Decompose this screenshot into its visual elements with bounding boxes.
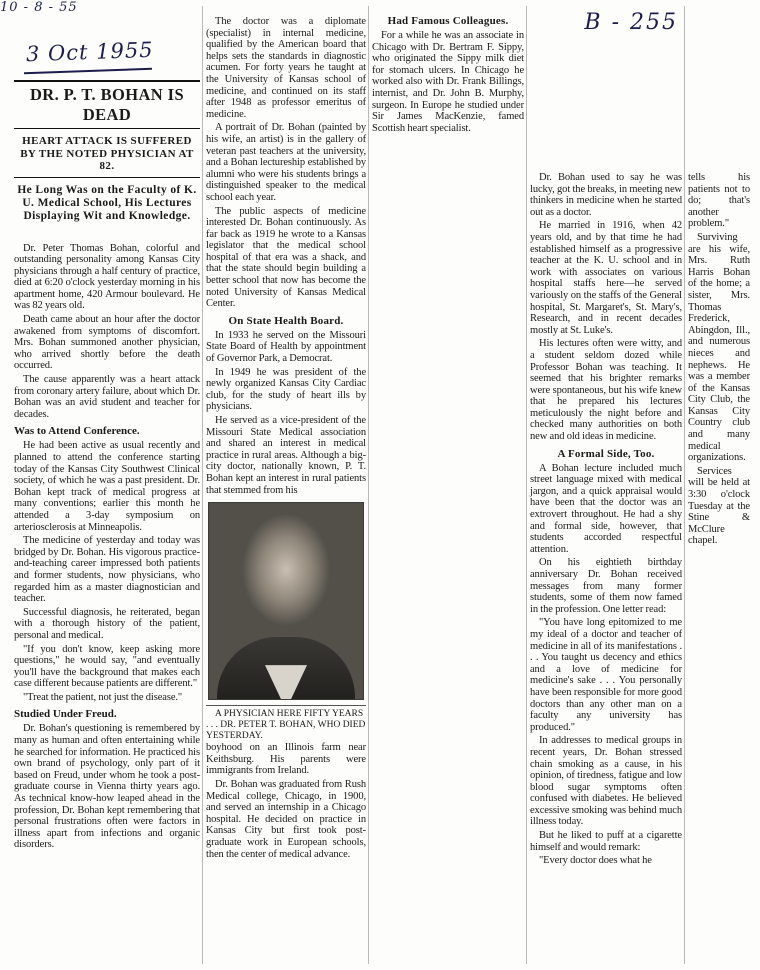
section-subhead: Was to Attend Conference.	[14, 425, 140, 438]
paragraph: The medicine of yesterday and today was bridged by Dr. Bohan. His vigorous practice-and-teaching career impressed both patients and former students, now physicians, who regarded him as a master diagnostician and teacher.	[14, 535, 200, 605]
portrait-photo	[208, 502, 364, 700]
paragraph: The cause apparently was a heart attack from coronary artery failure, about which Dr. Bohan was an avid student and teacher for decades.	[14, 374, 200, 420]
column-divider-1	[202, 6, 203, 964]
paragraph: On his eightieth birthday anniversary Dr. Bohan received messages from many former students, some of them now famed in the profession. One letter read:	[530, 557, 682, 615]
article-column-4	[530, 0, 682, 970]
article-column-3	[372, 0, 524, 970]
sub-headline-secondary: He Long Was on the Faculty of K. U. Medical School, His Lectures Displaying Wit and Knowledge.	[17, 183, 197, 222]
paragraph: A Bohan lecture included much street language mixed with medical jargon, and a quick appraisal would have been that the doctor was an extrovert throughout. He had a shy and formal side, however, that students accorded respectful attention.	[530, 462, 682, 555]
paragraph: In 1949 he was president of the newly organized Kansas City Cardiac club, for the study of heart ills by physicians.	[206, 366, 366, 413]
paragraph: The public aspects of medicine interested Dr. Bohan continuously. As far back as 1919 he wrote to a Kansas legislator that the medical school hospital of that era was a shack, and that the state should begin building a better school that now has become the noted University of Kansas Medical Center.	[206, 205, 366, 310]
paragraph: Services will be held at 3:30 o'clock Tuesday at the Stine & McClure chapel.	[688, 465, 750, 547]
column-divider-3	[526, 6, 527, 964]
paragraph: In 1933 he served on the Missouri State Board of Health by appointment of Governor Park, a Democrat.	[206, 329, 366, 365]
paragraph: "Treat the patient, not just the disease."	[23, 691, 183, 703]
paragraph: Dr. Bohan's questioning is remembered by many as human and often entertaining while he searched for information. He practiced his own brand of psychology, only part of it based on Freud, under whom he took a post-graduate course in Vienna thirty years ago. As technical know-how leaped ahead in the profession, Dr. Bohan kept remembering that personal frustrations often were factors in illness apart from infections and organic disorders.	[14, 723, 200, 851]
section-subhead: Had Famous Colleagues.	[387, 15, 509, 27]
paragraph: Dr. Peter Thomas Bohan, colorful and outstanding personality among Kansas City physicians through a half century of practice, died at 6:20 o'clock yesterday morning in his apartment home, 420 Armour boulevard. He was 82 years old.	[14, 242, 200, 312]
article-column-2	[206, 0, 366, 970]
paragraph: The doctor was a diplomate (specialist) in internal medicine, qualified by the American board that helps sets the standards in diagnostic acumen. For forty years he taught at the University of Kansas school of medicine, and continued on its staff after 1948 as professor emeritus of medicine.	[206, 16, 366, 120]
paragraph: In addresses to medical groups in recent years, Dr. Bohan stressed chain smoking as a cause, in his opinion, of tiredness, fatigue and low blood sugar symptoms often confused with diabetes. He believed excessive smoking was behind much illness today.	[530, 735, 682, 828]
paragraph: Death came about an hour after the doctor awakened from symptoms of discomfort. Mrs. Bohan summoned another physician, who arrived shortly before the death occurred.	[14, 314, 200, 372]
photo-caption: A PHYSICIAN HERE FIFTY YEARS . . . DR. PETER T. BOHAN, WHO DIED YESTERDAY.	[206, 705, 366, 742]
article-column-1	[14, 0, 200, 970]
paragraph: He married in 1916, when 42 years old, and by that time he had established himself as a progressive teacher at the K. U. school and in work with associates on various hospital staffs here—he served variously on the staffs of the General hospital, St. Margaret's, St. Mary's, Research, and in recent decades mostly at St. Luke's.	[530, 220, 682, 336]
paragraph: Dr. Bohan was graduated from Rush Medical college, Chicago, in 1900, and served an internship in a Chicago hospital. He decided on practice in Kansas City but first took post-graduate work in European schools, then the center of medical advance.	[206, 778, 366, 860]
paragraph: tells his patients not to do; that's another problem."	[688, 172, 750, 230]
section-subhead: A Formal Side, Too.	[557, 447, 655, 460]
portrait-photo-block	[206, 502, 366, 742]
section-subhead: On State Health Board.	[228, 314, 344, 327]
article-column-5	[688, 0, 750, 970]
column-divider-2	[368, 6, 369, 964]
section-subhead: Studied Under Freud.	[14, 708, 117, 721]
paragraph: "You have long epitomized to me my ideal of a doctor and teacher of medicine in all of its manifestations . . . You taught us decency and ethics and a love of medicine for medicine's sake . . . You personally have been responsible for more good doctors than any other man on a faculty any university has produced."	[530, 617, 682, 733]
paragraph: Surviving are his wife, Mrs. Ruth Harris Bohan of the home; a sister, Mrs. Thomas Frederick, Abingdon, Ill., and numerous nieces and nephews. He was a member of the Kansas City Club, the Kansas City Country club and many medical organizations.	[688, 231, 750, 464]
paragraph: He had been active as usual recently and planned to attend the conference starting today of the Kansas City Southwest Clinical society, of which he was a past president. Dr. Bohan kept track of medical progress at many conventions; earlier this month he attended a 3-day symposium on arteriosclerosis at Minneapolis.	[14, 440, 200, 533]
page-title: DR. P. T. BOHAN IS DEAD	[14, 80, 200, 129]
paragraph: Dr. Bohan used to say he was lucky, got the breaks, in meeting new thinkers in medicine when he started out as a doctor.	[530, 172, 682, 218]
paragraph: Successful diagnosis, he reiterated, began with a thorough history of the patient, personal and medical.	[14, 606, 200, 641]
handwritten-small-note: 10 - 8 - 55	[0, 0, 78, 15]
paragraph: boyhood on an Illinois farm near Keithsburg. His parents were immigrants from Ireland.	[206, 742, 366, 777]
paragraph: His lectures often were witty, and a student seldom dozed while Professor Bohan was teaching. It seemed that his brighter remarks were spontaneous, but his wife knew that he prepared his lectures meticulously the night before and checked many authorities on both new and old ideas in medicine.	[530, 338, 682, 443]
handwritten-date-annotation: 3 Oct 1955	[25, 37, 154, 67]
paragraph: "Every doctor does what he	[539, 855, 652, 867]
paragraph: For a while he was an associate in Chicago with Dr. Bertram F. Sippy, who originated the Sippy milk diet for stomach ulcers. In Chicago he worked also with Dr. Frank Billings, internist, and Dr. John B. Murphy, surgeon. In Europe he studied under Sir James MacKenzie, famed Scottish heart specialist.	[372, 30, 524, 134]
paragraph: But he liked to puff at a cigarette himself and would remark:	[530, 830, 682, 853]
handwritten-catalog-number: B - 255	[584, 10, 678, 35]
paragraph: He served as a vice-president of the Missouri State Medical association and shared an interest in medical practice in rural areas. Although a big-city doctor, nationally known, P. T. Bohan kept an interest in rural patients that stemmed from his	[206, 415, 366, 496]
sub-headline-primary: HEART ATTACK IS SUFFERED BY THE NOTED PHYSICIAN AT 82.	[14, 129, 200, 178]
paragraph: A portrait of Dr. Bohan (painted by his wife, an artist) is in the gallery of veteran past teachers at the university, and a Bohan lectureship established by alumni who were his students brings a distinguished speaker to the medical school each year.	[206, 122, 366, 203]
column-divider-4	[684, 6, 685, 964]
paragraph: "If you don't know, keep asking more questions," he would say, "and eventually you'll have the background that makes each case different because patients are different."	[14, 643, 200, 690]
